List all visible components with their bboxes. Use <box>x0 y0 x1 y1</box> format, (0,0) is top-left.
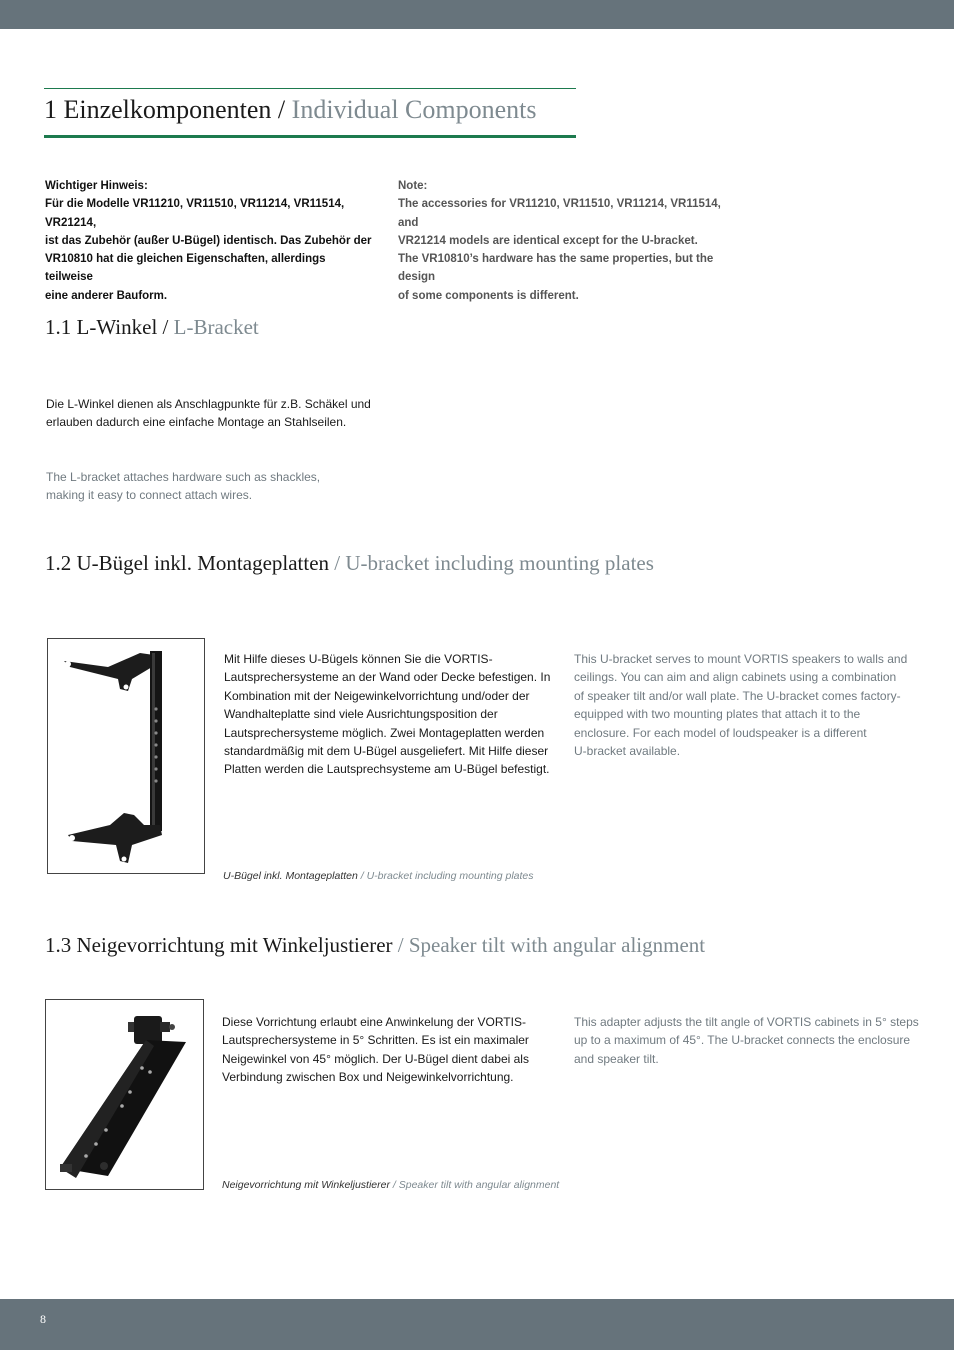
u-bracket-caption <box>223 870 534 882</box>
caption-de: Neigevorrichtung mit Winkeljustierer <box>222 1179 390 1191</box>
section-heading-speaker-tilt <box>45 933 705 958</box>
note-de-line: ist das Zubehör (außer U-Bügel) identisch. Das Zubehör der <box>45 234 372 247</box>
text-line: ceilings. You can aim and align cabinets using a combination <box>574 670 897 685</box>
note-en-line: The accessories for VR11210, VR11510, VR11214, VR11514, and <box>398 198 721 229</box>
note-en-line: Note: <box>398 180 428 192</box>
text-line: erlauben dadurch eine einfache Montage an Stahlseilen. <box>46 415 347 430</box>
text-line: Lautsprechersysteme an der Wand oder Decke befestigen. In <box>224 670 551 685</box>
section-heading-de: 1.2 U-Bügel inkl. Montageplatten <box>45 551 330 575</box>
u-bracket-text-en <box>574 650 919 760</box>
text-line: Neigewinkel von 45° möglich. Der U-Bügel dient dabei als <box>222 1051 529 1066</box>
section-heading-en: / U-bracket including mounting plates <box>334 551 654 575</box>
text-line: The L-bracket attaches hardware such as shackles, <box>46 470 321 484</box>
main-heading-en: Individual Components <box>291 95 537 124</box>
l-bracket-text-en <box>46 468 386 505</box>
u-bracket-image <box>47 638 205 874</box>
bottom-bar <box>0 1299 954 1350</box>
note-english <box>398 177 743 305</box>
note-en-line: The VR10810’s hardware has the same properties, but the design <box>398 253 714 284</box>
text-line: making it easy to connect attach wires. <box>46 488 253 503</box>
text-line: enclosure. For each model of loudspeaker is a different <box>574 725 867 740</box>
main-heading <box>44 95 537 125</box>
text-line: Kombination mit der Neigewinkelvorrichtung und/oder der <box>224 688 530 703</box>
speaker-tilt-caption <box>222 1179 559 1191</box>
speaker-tilt-image <box>45 999 204 1190</box>
text-line: Lautsprechersysteme möglich. Zwei Montageplatten werden <box>224 725 545 740</box>
text-line: standardmäßig mit dem U-Bügel ausgeliefert. Mit Hilfe dieser <box>224 744 549 759</box>
section-heading-l-bracket <box>45 315 259 340</box>
speaker-tilt-illustration <box>46 1000 203 1189</box>
u-bracket-illustration <box>48 639 204 873</box>
section-heading-de: 1.3 Neigevorrichtung mit Winkeljustierer <box>45 933 393 957</box>
top-bar <box>0 0 954 29</box>
section-heading-de: 1.1 L-Winkel / <box>45 315 169 339</box>
page-number: 8 <box>40 1312 46 1326</box>
main-heading-block <box>44 88 576 138</box>
text-line: This U-bracket serves to mount VORTIS speakers to walls and <box>574 652 908 666</box>
note-german <box>45 177 375 305</box>
note-de-line: VR10810 hat die gleichen Eigenschaften, allerdings teilweise <box>45 253 326 284</box>
text-line: Platten werden die Lautsprechsysteme am U-Bügel befestigt. <box>224 762 550 777</box>
text-line: of speaker tilt and/or wall plate. The U-bracket comes factory- <box>574 688 901 703</box>
text-line: Die L-Winkel dienen als Anschlagpunkte für z.B. Schäkel und <box>46 397 371 411</box>
main-heading-de: 1 Einzelkomponenten / <box>44 95 286 124</box>
text-line: Wandhalteplatte sind viele Ausrichtungsposition der <box>224 707 498 722</box>
text-line: equipped with two mounting plates that attach it to the <box>574 707 861 722</box>
text-line: Lautsprechersysteme in 5° Schritten. Es ist ein maximaler <box>222 1033 529 1048</box>
note-de-line: Wichtiger Hinweis: <box>45 180 148 192</box>
caption-en: / Speaker tilt with angular alignment <box>392 1179 560 1191</box>
note-de-line: Für die Modelle VR11210, VR11510, VR11214, VR11514, VR21214, <box>45 198 345 229</box>
caption-de: U-Bügel inkl. Montageplatten <box>223 870 358 882</box>
section-heading-en: L-Bracket <box>173 315 259 339</box>
text-line: This adapter adjusts the tilt angle of VORTIS cabinets in 5° steps <box>574 1015 919 1029</box>
text-line: and speaker tilt. <box>574 1051 659 1066</box>
note-de-line: eine anderer Bauform. <box>45 289 168 302</box>
l-bracket-text-de <box>46 395 386 432</box>
section-heading-u-bracket <box>45 551 654 576</box>
speaker-tilt-text-de <box>222 1013 557 1087</box>
text-line: Diese Vorrichtung erlaubt eine Anwinkelung der VORTIS- <box>222 1015 526 1029</box>
note-en-line: of some components is different. <box>398 289 579 302</box>
u-bracket-text-de <box>224 650 559 779</box>
section-heading-en: / Speaker tilt with angular alignment <box>397 933 706 957</box>
text-line: U-bracket available. <box>574 744 681 759</box>
text-line: up to a maximum of 45°. The U-bracket connects the enclosure <box>574 1033 911 1048</box>
text-line: Verbindung zwischen Box und Neigewinkelvorrichtung. <box>222 1070 514 1085</box>
note-en-line: VR21214 models are identical except for the U-bracket. <box>398 234 698 247</box>
text-line: Mit Hilfe dieses U-Bügels können Sie die VORTIS- <box>224 652 493 666</box>
speaker-tilt-text-en <box>574 1013 934 1068</box>
caption-en: / U-bracket including mounting plates <box>360 870 534 882</box>
